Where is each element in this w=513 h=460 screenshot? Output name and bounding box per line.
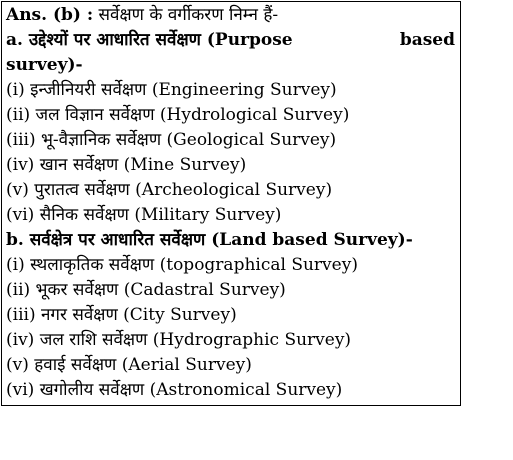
answer-intro-text: सर्वेक्षण के वर्गीकरण निम्न हैं- xyxy=(98,5,279,25)
section-a-item: (ii) जल विज्ञान सर्वेक्षण (Hydrological Survey) xyxy=(6,105,350,125)
section-b-heading: b. सर्वक्षेत्र पर आधारित सर्वेक्षण (Land based Survey)- xyxy=(6,230,413,250)
section-a-item: (iv) खान सर्वेक्षण (Mine Survey) xyxy=(6,155,247,175)
answer-label: Ans. (b) : xyxy=(6,5,94,25)
section-b-item: (ii) भूकर सर्वेक्षण (Cadastral Survey) xyxy=(6,280,286,300)
section-a-item: (iii) भू-वैज्ञानिक सर्वेक्षण (Geological Survey) xyxy=(6,130,337,150)
answer-intro xyxy=(6,3,455,28)
section-b-item: (vi) खगोलीय सर्वेक्षण (Astronomical Survey) xyxy=(6,380,343,400)
section-a-item: (v) पुरातत्व सर्वेक्षण (Archeological Survey) xyxy=(6,180,333,200)
section-a-heading xyxy=(6,28,455,53)
section-b-item: (i) स्थलाकृतिक सर्वेक्षण (topographical Survey) xyxy=(6,255,358,275)
section-a-heading-continued: survey)- xyxy=(6,55,83,75)
section-a-heading-part1: a. उद्देश्यों पर आधारित सर्वेक्षण (Purpose xyxy=(6,30,293,50)
section-b-item: (v) हवाई सर्वेक्षण (Aerial Survey) xyxy=(6,355,252,375)
section-a-item: (vi) सैनिक सर्वेक्षण (Military Survey) xyxy=(6,205,282,225)
section-b-item: (iv) जल राशि सर्वेक्षण (Hydrographic Survey) xyxy=(6,330,352,350)
section-a-item: (i) इन्जीनियरी सर्वेक्षण (Engineering Survey) xyxy=(6,80,337,100)
section-a-heading-part2: based xyxy=(399,30,455,50)
section-b-item: (iii) नगर सर्वेक्षण (City Survey) xyxy=(6,305,237,325)
answer-box xyxy=(1,1,461,406)
